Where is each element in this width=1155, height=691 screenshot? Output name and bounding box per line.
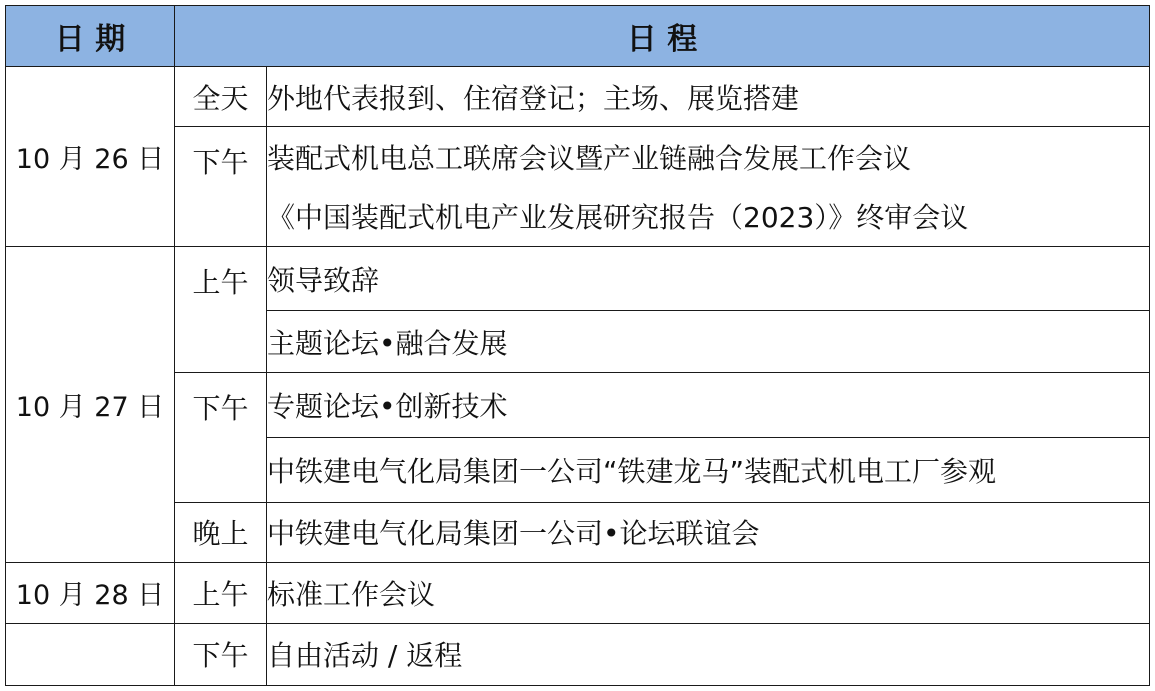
event-cell: 领导致辞 bbox=[267, 247, 1150, 311]
time-cell: 上午 bbox=[175, 562, 267, 623]
table-row bbox=[6, 502, 1150, 562]
time-cell: 晚上 bbox=[175, 502, 267, 562]
event-cell: 自由活动 / 返程 bbox=[267, 623, 1150, 685]
time-cell: 全天 bbox=[175, 67, 267, 127]
table-row bbox=[6, 623, 1150, 685]
time-cell: 上午 bbox=[175, 247, 267, 373]
time-cell: 下午 bbox=[175, 623, 267, 685]
header-date: 日 期 bbox=[6, 6, 175, 67]
date-cell: 10 月 26 日 bbox=[6, 67, 175, 247]
table-row bbox=[6, 562, 1150, 623]
date-cell-empty bbox=[6, 623, 175, 685]
event-cell: 《中国装配式机电产业发展研究报告（2023）》终审会议 bbox=[267, 187, 1150, 247]
table-row bbox=[6, 247, 1150, 311]
event-cell: 中铁建电气化局集团一公司“铁建龙马”装配式机电工厂参观 bbox=[267, 437, 1150, 502]
event-cell: 外地代表报到、住宿登记；主场、展览搭建 bbox=[267, 67, 1150, 127]
time-cell: 下午 bbox=[175, 373, 267, 502]
date-cell: 10 月 28 日 bbox=[6, 562, 175, 623]
time-cell: 下午 bbox=[175, 127, 267, 247]
event-cell: 标准工作会议 bbox=[267, 562, 1150, 623]
header-row bbox=[6, 6, 1150, 67]
event-cell: 主题论坛•融合发展 bbox=[267, 311, 1150, 373]
table-row bbox=[6, 67, 1150, 127]
event-cell: 装配式机电总工联席会议暨产业链融合发展工作会议 bbox=[267, 127, 1150, 187]
event-cell: 中铁建电气化局集团一公司•论坛联谊会 bbox=[267, 502, 1150, 562]
date-cell: 10 月 27 日 bbox=[6, 247, 175, 562]
schedule-table bbox=[5, 5, 1150, 686]
header-schedule: 日 程 bbox=[175, 6, 1150, 67]
event-cell: 专题论坛•创新技术 bbox=[267, 373, 1150, 437]
table-row bbox=[6, 127, 1150, 187]
table-row bbox=[6, 373, 1150, 437]
